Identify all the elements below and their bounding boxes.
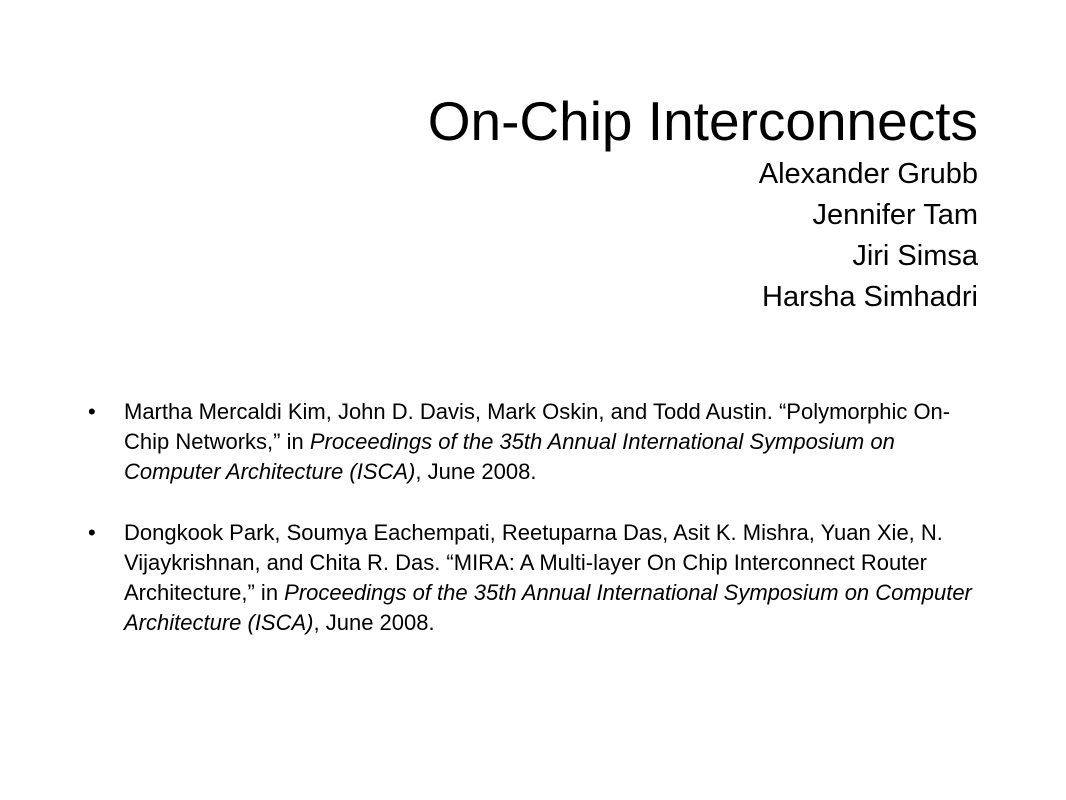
title-block xyxy=(428,88,978,318)
bullet-icon: • xyxy=(88,520,96,545)
reference-date: , June 2008. xyxy=(313,610,435,635)
reference-date: , June 2008. xyxy=(415,459,537,484)
slide-title: On-Chip Interconnects xyxy=(427,90,978,152)
reference-item xyxy=(88,397,988,487)
author-list xyxy=(428,154,978,318)
reference-authors-title: Dongkook Park, Soumya Eachempati, Reetuparna Das, Asit K. Mishra, Yuan Xie, N. Vijaykrishnan, and Chita R. Das. “MIRA: A Multi-layer On Chip Interconnect Router Architecture,” in xyxy=(124,520,943,605)
bullet-icon: • xyxy=(88,399,96,424)
reference-venue: Proceedings of the 35th Annual International Symposium on Computer Architecture (ISCA) xyxy=(124,580,972,635)
author-name: Harsha Simhadri xyxy=(762,281,978,313)
author-name: Jennifer Tam xyxy=(812,199,978,231)
author-name: Jiri Simsa xyxy=(852,240,978,272)
reference-authors-title: Martha Mercaldi Kim, John D. Davis, Mark Oskin, and Todd Austin. “Polymorphic On- Chip Networks,” in xyxy=(124,399,951,454)
reference-item xyxy=(88,518,988,638)
reference-list xyxy=(88,397,988,669)
author-name: Alexander Grubb xyxy=(758,158,978,190)
reference-venue: Proceedings of the 35th Annual International Symposium on Computer Architecture (ISCA) xyxy=(124,429,895,484)
